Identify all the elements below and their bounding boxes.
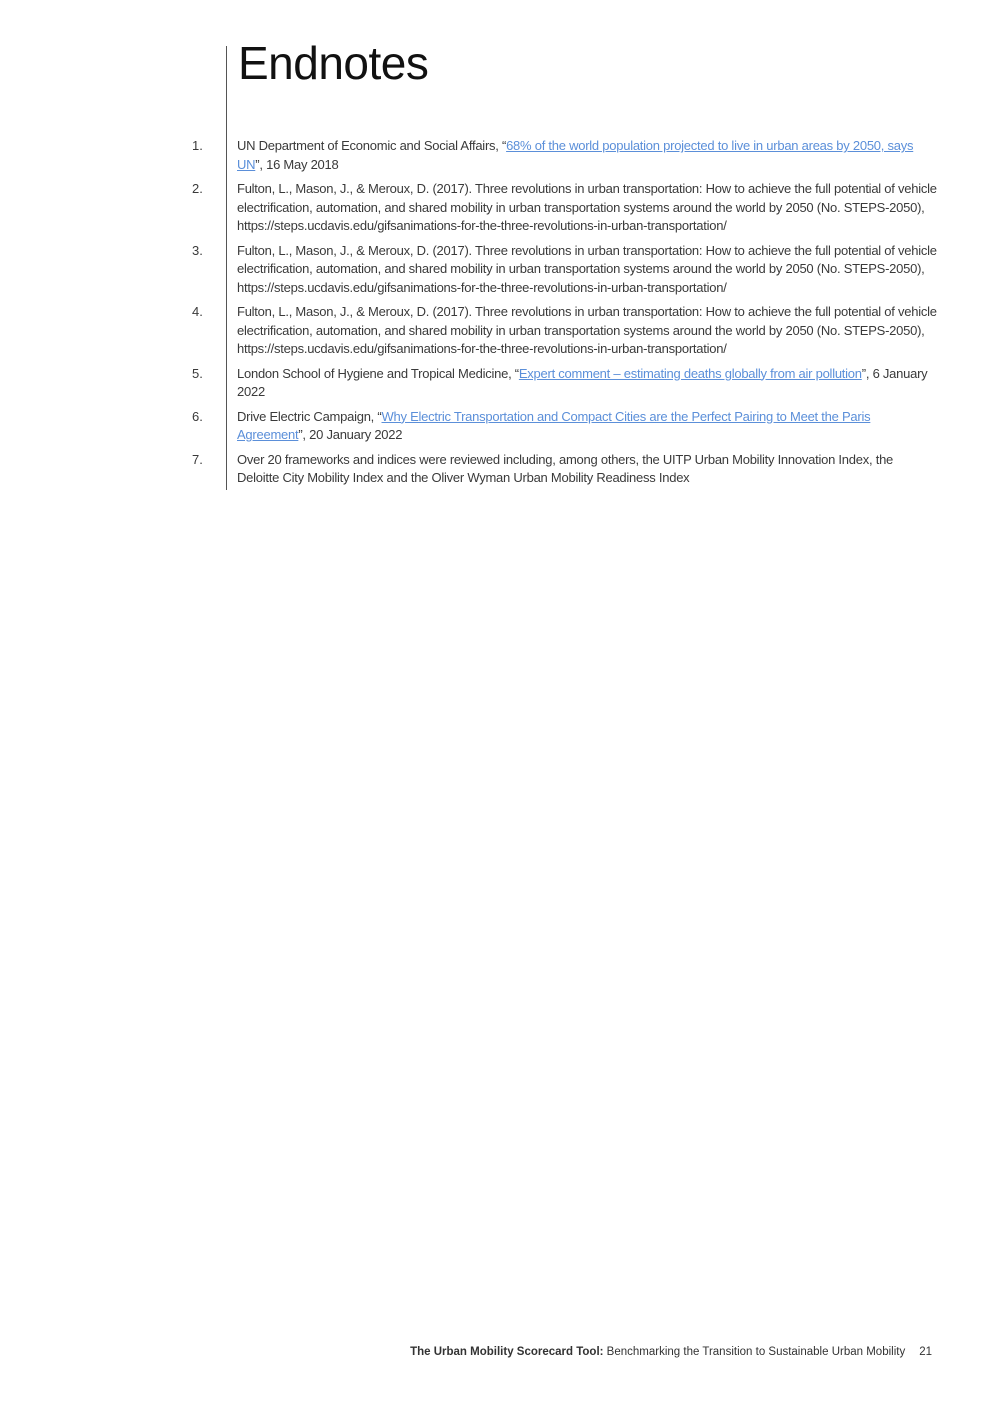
endnote-text: Fulton, L., Mason, J., & Meroux, D. (2017). Three revolutions in urban transportation: How to achieve the full potential of vehicle electrification, automation, and shared mobility in urban transportation systems around the world by 2050 (No. STEPS-2050), https://steps.ucdavis.edu/gifsanimations-for-the-three-revolutions-in-urban-transportation/	[237, 304, 937, 356]
page-footer	[410, 1346, 932, 1358]
endnote-6	[0, 408, 992, 445]
footer-title-bold: The Urban Mobility Scorecard Tool:	[410, 1346, 604, 1358]
endnote-7	[0, 451, 992, 488]
endnote-link[interactable]: 68% of the world population projected to live in urban areas by 2050, says UN	[237, 138, 914, 172]
endnote-text: Fulton, L., Mason, J., & Meroux, D. (2017). Three revolutions in urban transportation: How to achieve the full potential of vehicle electrification, automation, and shared mobility in urban transportation systems around the world by 2050 (No. STEPS-2050), https://steps.ucdavis.edu/gifsanimations-for-the-three-revolutions-in-urban-transportation/	[237, 242, 937, 295]
endnote-link[interactable]: Why Electric Transportation and Compact Cities are the Perfect Pairing to Meet the Paris Agreement	[237, 408, 871, 442]
endnotes-list	[0, 137, 992, 494]
endnote-number: 6.	[192, 408, 203, 424]
endnote-5	[0, 365, 992, 402]
endnote-number: 7.	[192, 451, 203, 467]
endnote-4	[0, 303, 992, 359]
endnote-text: Over 20 frameworks and indices were reviewed including, among others, the UITP Urban Mobility Innovation Index, the Deloitte City Mobility Index and the Oliver Wyman Urban Mobility Readiness Index	[237, 451, 894, 485]
endnote-number: 1.	[192, 138, 203, 153]
footer-title-rest: Benchmarking the Transition to Sustainable Urban Mobility	[603, 1346, 906, 1358]
page-title: Endnotes	[238, 37, 429, 89]
endnote-text: Drive Electric Campaign, “Why Electric Transportation and Compact Cities are the Perfect Pairing to Meet the Paris Agreement”, 20 January 2022	[237, 408, 871, 442]
endnote-number: 4.	[192, 304, 203, 319]
endnote-text: London School of Hygiene and Tropical Medicine, “Expert comment – estimating deaths globally from air pollution”, 6 January 2022	[237, 365, 928, 399]
endnote-number: 5.	[192, 365, 203, 381]
endnote-3	[0, 242, 992, 298]
endnote-link[interactable]: Expert comment – estimating deaths globally from air pollution	[518, 365, 862, 381]
endnote-number: 2.	[192, 181, 203, 196]
page-number: 21	[919, 1346, 932, 1358]
endnote-number: 3.	[192, 242, 203, 258]
endnote-1	[0, 137, 992, 174]
endnote-text: UN Department of Economic and Social Affairs, “68% of the world population projected to live in urban areas by 2050, says UN”, 16 May 2018	[237, 138, 914, 172]
endnote-2	[0, 180, 992, 236]
endnote-text: Fulton, L., Mason, J., & Meroux, D. (2017). Three revolutions in urban transportation: How to achieve the full potential of vehicle electrification, automation, and shared mobility in urban transportation systems around the world by 2050 (No. STEPS-2050), https://steps.ucdavis.edu/gifsanimations-for-the-three-revolutions-in-urban-transportation/	[237, 181, 937, 233]
